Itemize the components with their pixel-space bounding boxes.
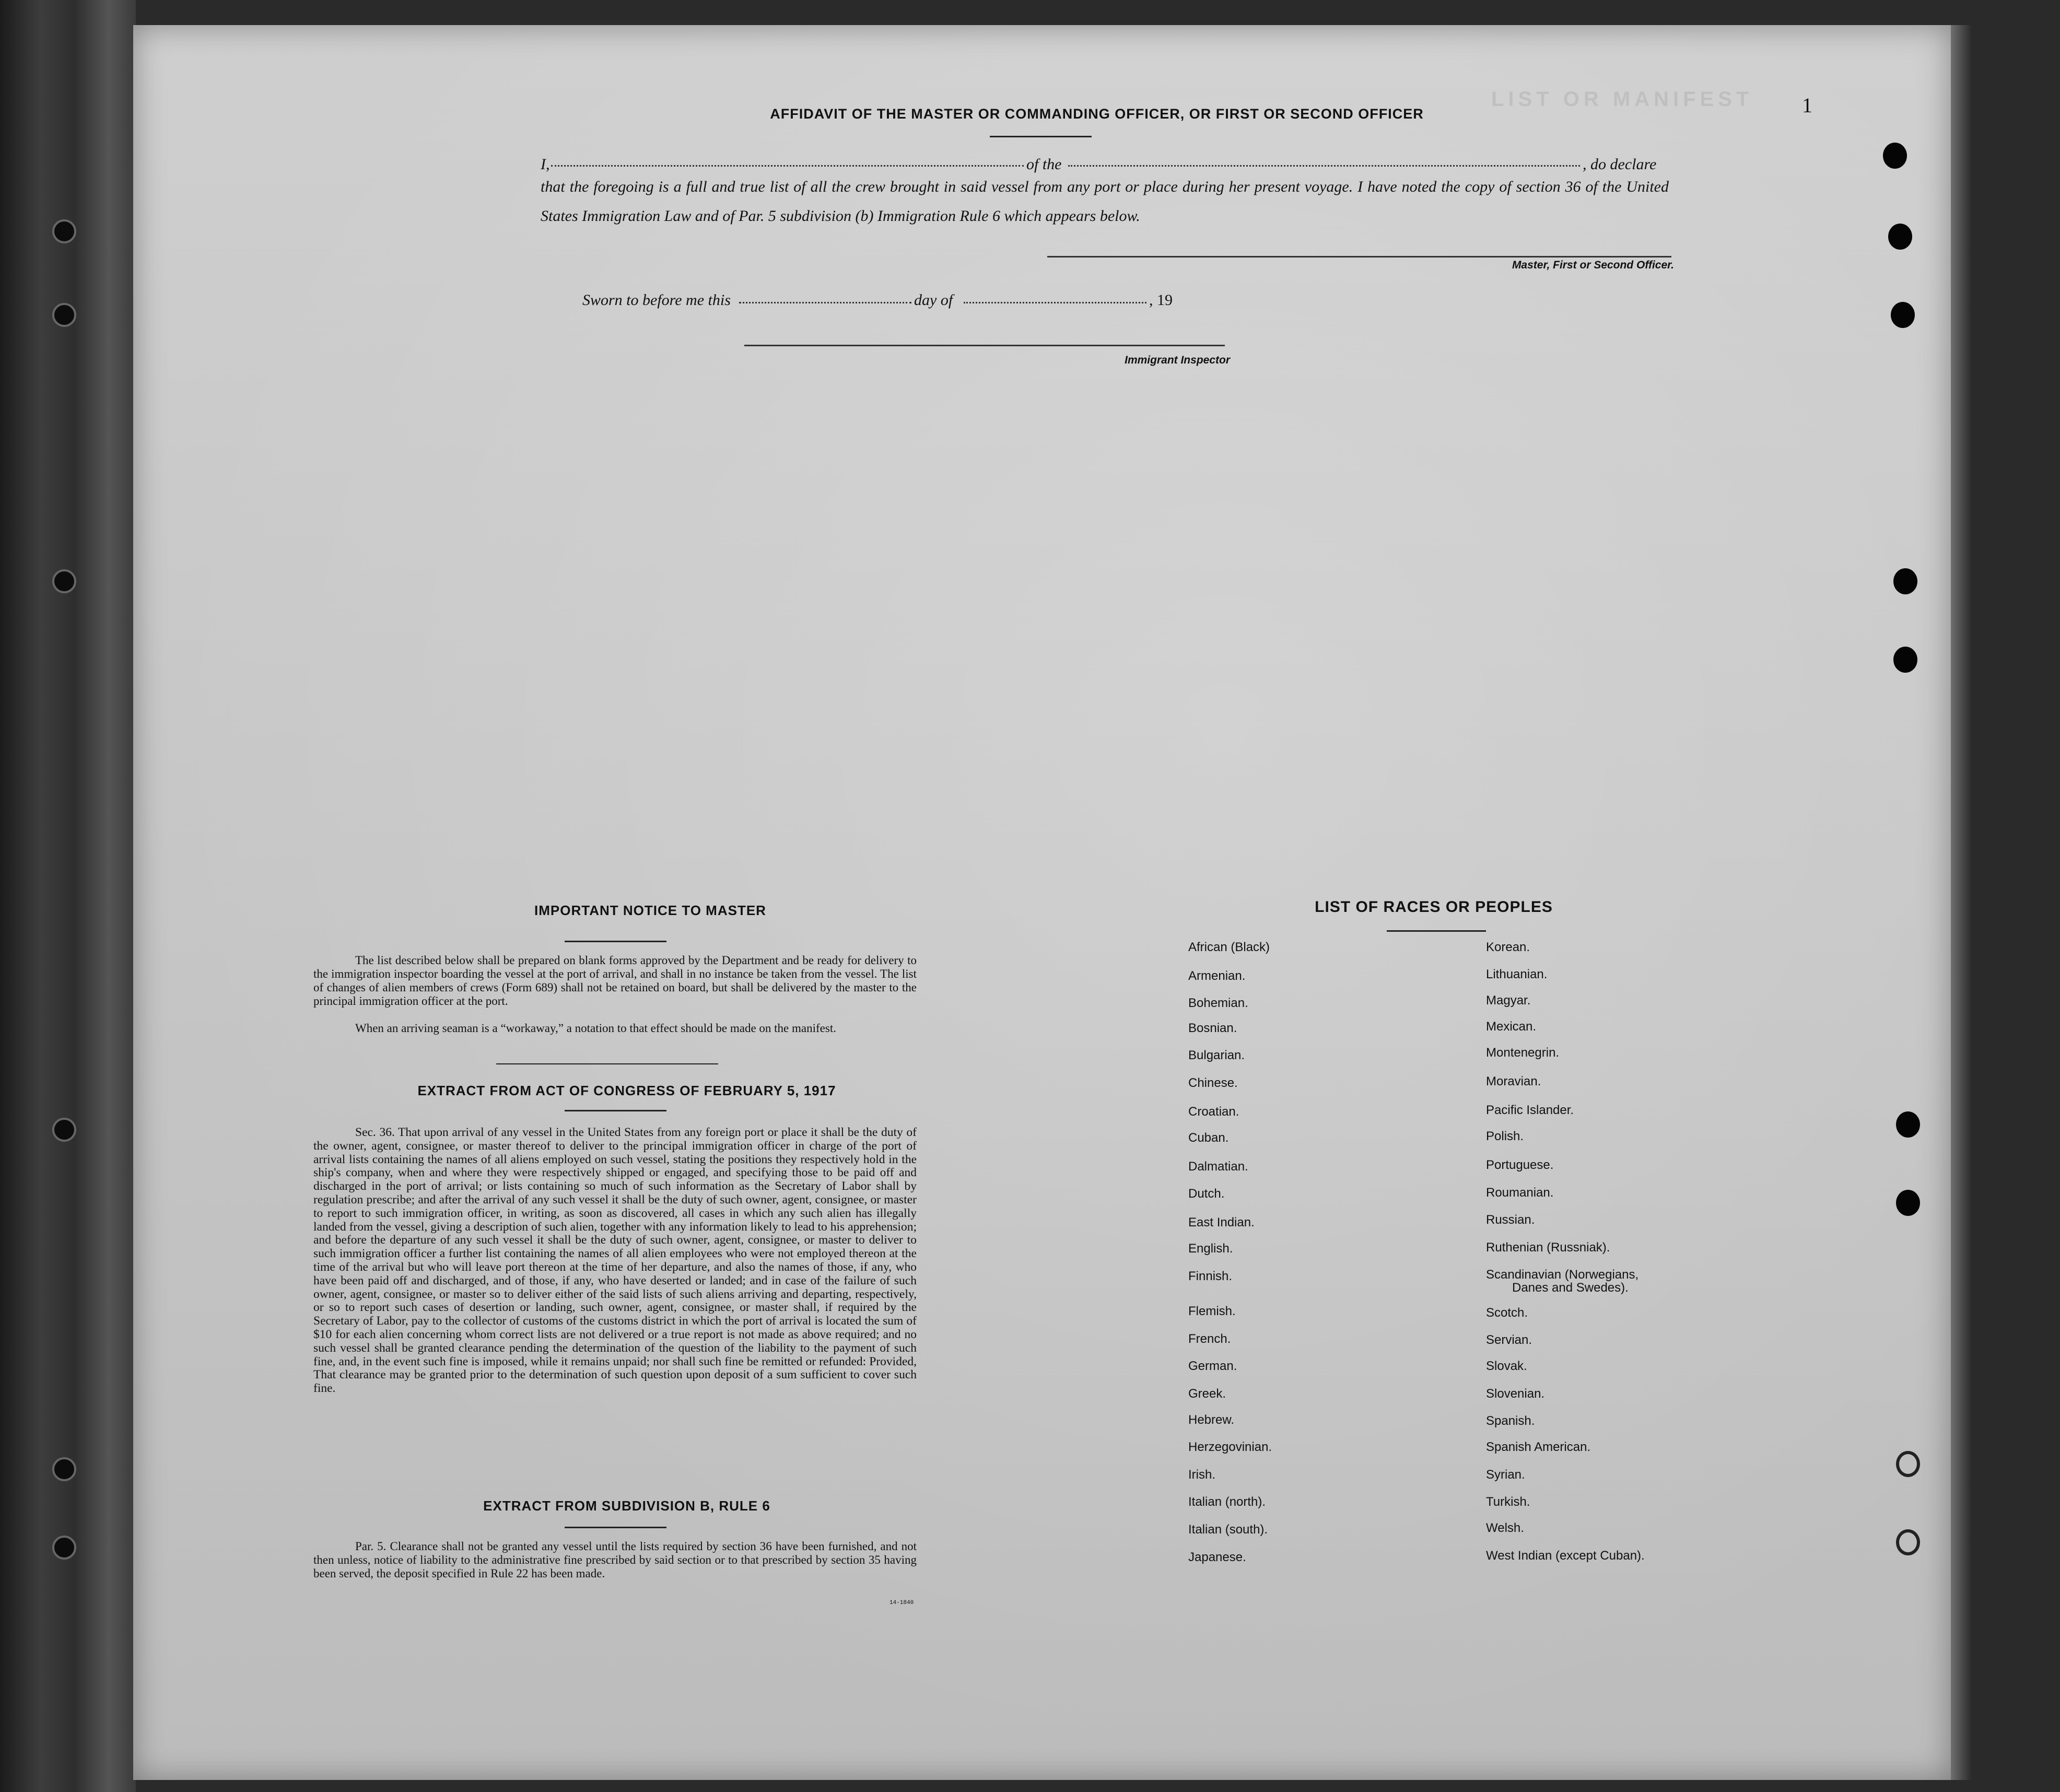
binding-hole [52, 569, 76, 593]
act-title: EXTRACT FROM ACT OF CONGRESS OF FEBRUARY 5, 1917 [417, 1083, 836, 1098]
notice-rule [565, 941, 666, 942]
race-item: Bohemian. [1188, 996, 1248, 1010]
races-rule [1387, 930, 1486, 932]
affidavit-i: I, [541, 156, 550, 173]
race-item: Magyar. [1486, 993, 1531, 1008]
master-signature-line[interactable] [1047, 256, 1671, 257]
race-item: Welsh. [1486, 1521, 1524, 1535]
race-item: Polish. [1486, 1129, 1524, 1143]
punch-hole [1896, 1190, 1920, 1216]
race-item: French. [1188, 1332, 1231, 1346]
race-item: Irish. [1188, 1468, 1216, 1482]
name-field[interactable] [551, 165, 1024, 167]
punch-hole [1893, 647, 1917, 673]
vessel-field[interactable] [1068, 165, 1580, 167]
sworn-year: , 19 [1149, 291, 1173, 309]
race-item: Italian (north). [1188, 1495, 1266, 1509]
inspector-signature-line[interactable] [744, 345, 1225, 346]
race-item: Roumanian. [1486, 1186, 1554, 1200]
race-item: Scotch. [1486, 1306, 1528, 1320]
inspector-label: Immigrant Inspector [1125, 354, 1230, 366]
race-item: Russian. [1486, 1213, 1535, 1227]
punch-hole [1883, 143, 1907, 169]
punch-hole [1896, 1529, 1920, 1555]
binding-hole [52, 1118, 76, 1142]
rule-title: EXTRACT FROM SUBDIVISION B, RULE 6 [483, 1498, 770, 1514]
race-item: Chinese. [1188, 1076, 1238, 1090]
race-item: East Indian. [1188, 1215, 1255, 1229]
punch-hole [1888, 224, 1912, 250]
affidavit-declare: , do declare [1583, 156, 1657, 173]
race-item: English. [1188, 1241, 1233, 1256]
binding-hole [52, 1457, 76, 1481]
sworn-day-field[interactable] [739, 302, 911, 303]
race-item: Herzegovinian. [1188, 1440, 1272, 1454]
race-item: Scandinavian (Norwegians, [1486, 1268, 1639, 1282]
race-item: Finnish. [1188, 1269, 1233, 1283]
race-item: Bosnian. [1188, 1021, 1237, 1035]
race-item: Dalmatian. [1188, 1159, 1248, 1174]
race-item: Mexican. [1486, 1020, 1537, 1034]
race-item: Slovak. [1486, 1359, 1527, 1373]
notice-title: IMPORTANT NOTICE TO MASTER [534, 903, 766, 918]
race-item: Ruthenian (Russniak). [1486, 1240, 1610, 1255]
race-item: Montenegrin. [1486, 1046, 1560, 1060]
race-item: Portuguese. [1486, 1158, 1554, 1172]
affidavit-title: AFFIDAVIT OF THE MASTER OR COMMANDING OFFICER, OR FIRST OR SECOND OFFICER [770, 106, 1424, 122]
rule-rule [565, 1527, 666, 1528]
race-item: West Indian (except Cuban). [1486, 1549, 1645, 1563]
race-item: Hebrew. [1188, 1413, 1235, 1427]
page-edge [1951, 25, 1972, 1780]
master-label: Master, First or Second Officer. [1512, 259, 1674, 271]
race-item: Bulgarian. [1188, 1048, 1245, 1062]
race-item: Cuban. [1188, 1131, 1229, 1145]
race-item: Greek. [1188, 1387, 1226, 1401]
punch-hole [1893, 568, 1917, 594]
act-rule [565, 1110, 666, 1111]
binding-hole [52, 219, 76, 243]
punch-hole [1891, 302, 1915, 328]
act-body: Sec. 36. That upon arrival of any vessel in the United States from any foreign port or place it shall be the duty of the owner, agent, consignee, or master thereof to deliver to the principal immigration officer in charge of the port of arrival lists containing the names of all aliens employed on such vessel, stating the positions they respectively hold in the ship's company, when and where they were respectively shipped or engaged, and specifying those to be paid off and discharged in the port of arrival; or lists containing so much of such information as the Secretary of Labor shall by regulation prescribe; and after the arrival of any such vessel it shall be the duty of such owner, agent, consignee, or master to report to such immigration officer, in writing, as soon as discovered, all cases in which any such alien has illegally landed from the vessel, giving a description of such alien, together with any information likely to lead to his apprehension; and before the departure of any such vessel it shall be the duty of such owner, agent, consignee, or master to deliver to such immigration officer a further list containing the names of all alien employees who were not employed thereon at the time of the arrival but who will leave port thereon at the time of her departure, and also the names of those, if any, who have been paid off and discharged, and of those, if any, who have deserted or landed; and in case of the failure of such owner, agent, consignee, or master so to deliver either of the said lists of such aliens arriving and departing, respectively, or so to report such cases of desertion or landing, such owner, agent, consignee, or master shall, if required by the Secretary of Labor, pay to the collector of customs of the customs district in which the port of arrival is located the sum of $10 for each alien concerning whom correct lists are not delivered or a true report is not made as above required; and no such vessel shall be granted clearance pending the determination of the question of the liability to the payment of such fine, and, in the event such fine is imposed, while it remains unpaid; nor shall such fine be remitted or refunded: Provided, That clearance may be granted prior to the determination of such question upon deposit of a sum sufficient to cover such fine. [313, 1126, 917, 1396]
affidavit-body: that the foregoing is a full and true list of all the crew brought in said vessel from any port or place during her present voyage. I have noted the copy of section 36 of the United States Immigration Law and of Par. 5 subdivision (b) Immigration Rule 6 which appears below. [541, 178, 1669, 225]
race-item: Syrian. [1486, 1468, 1525, 1482]
race-item: German. [1188, 1359, 1237, 1373]
sworn-prefix: Sworn to before me this [582, 291, 731, 309]
sworn-day-of: day of [914, 291, 953, 309]
race-item: Pacific Islander. [1486, 1103, 1574, 1117]
show-through-text: LIST OR MANIFEST [1491, 88, 1753, 111]
race-item: Moravian. [1486, 1074, 1541, 1088]
race-item: Turkish. [1486, 1495, 1530, 1509]
race-item: Spanish American. [1486, 1440, 1591, 1454]
notice-para-2: When an arriving seaman is a “workaway,” a notation to that effect should be made on the manifest. [355, 1022, 836, 1035]
notice-para-1: The list described below shall be prepared on blank forms approved by the Department and be ready for delivery to the immigration inspector boarding the vessel at the port of arrival, and shall in no instance be taken from the vessel. The list of changes of alien members of crews (Form 689) shall not be retained on board, but shall be delivered by the master to the principal immigration officer at the port. [313, 954, 917, 1008]
punch-hole [1896, 1451, 1920, 1477]
sworn-month-field[interactable] [964, 302, 1146, 303]
races-title: LIST OF RACES OR PEOPLES [1315, 898, 1553, 916]
race-item: African (Black) [1188, 940, 1270, 954]
affidavit-of-the: of the [1026, 156, 1062, 173]
race-item: Croatian. [1188, 1105, 1239, 1119]
section-rule [496, 1063, 718, 1064]
binding-hole [52, 1536, 76, 1560]
form-number: 14-1840 [889, 1600, 914, 1606]
race-item: Flemish. [1188, 1304, 1236, 1318]
binding-hole [52, 303, 76, 327]
race-item: Dutch. [1188, 1187, 1225, 1201]
race-item: Spanish. [1486, 1414, 1535, 1428]
race-item: Servian. [1486, 1333, 1532, 1347]
page-number: 1 [1802, 93, 1812, 117]
manifest-page [133, 25, 1951, 1780]
race-item: Lithuanian. [1486, 967, 1548, 981]
race-item: Korean. [1486, 940, 1530, 954]
race-item: Armenian. [1188, 969, 1246, 983]
punch-hole [1896, 1111, 1920, 1138]
race-item: Japanese. [1188, 1550, 1246, 1564]
binding-strip [0, 0, 136, 1792]
rule-body: Par. 5. Clearance shall not be granted any vessel until the lists required by section 36 have been furnished, and not then unless, notice of liability to the administrative fine prescribed by said section or to that prescribed by section 35 having been served, the deposit specified in Rule 22 has been made. [313, 1540, 917, 1580]
race-item: Italian (south). [1188, 1522, 1268, 1537]
race-item: Slovenian. [1486, 1387, 1545, 1401]
title-rule [990, 136, 1092, 137]
race-item-continuation: Danes and Swedes). [1512, 1281, 1629, 1295]
